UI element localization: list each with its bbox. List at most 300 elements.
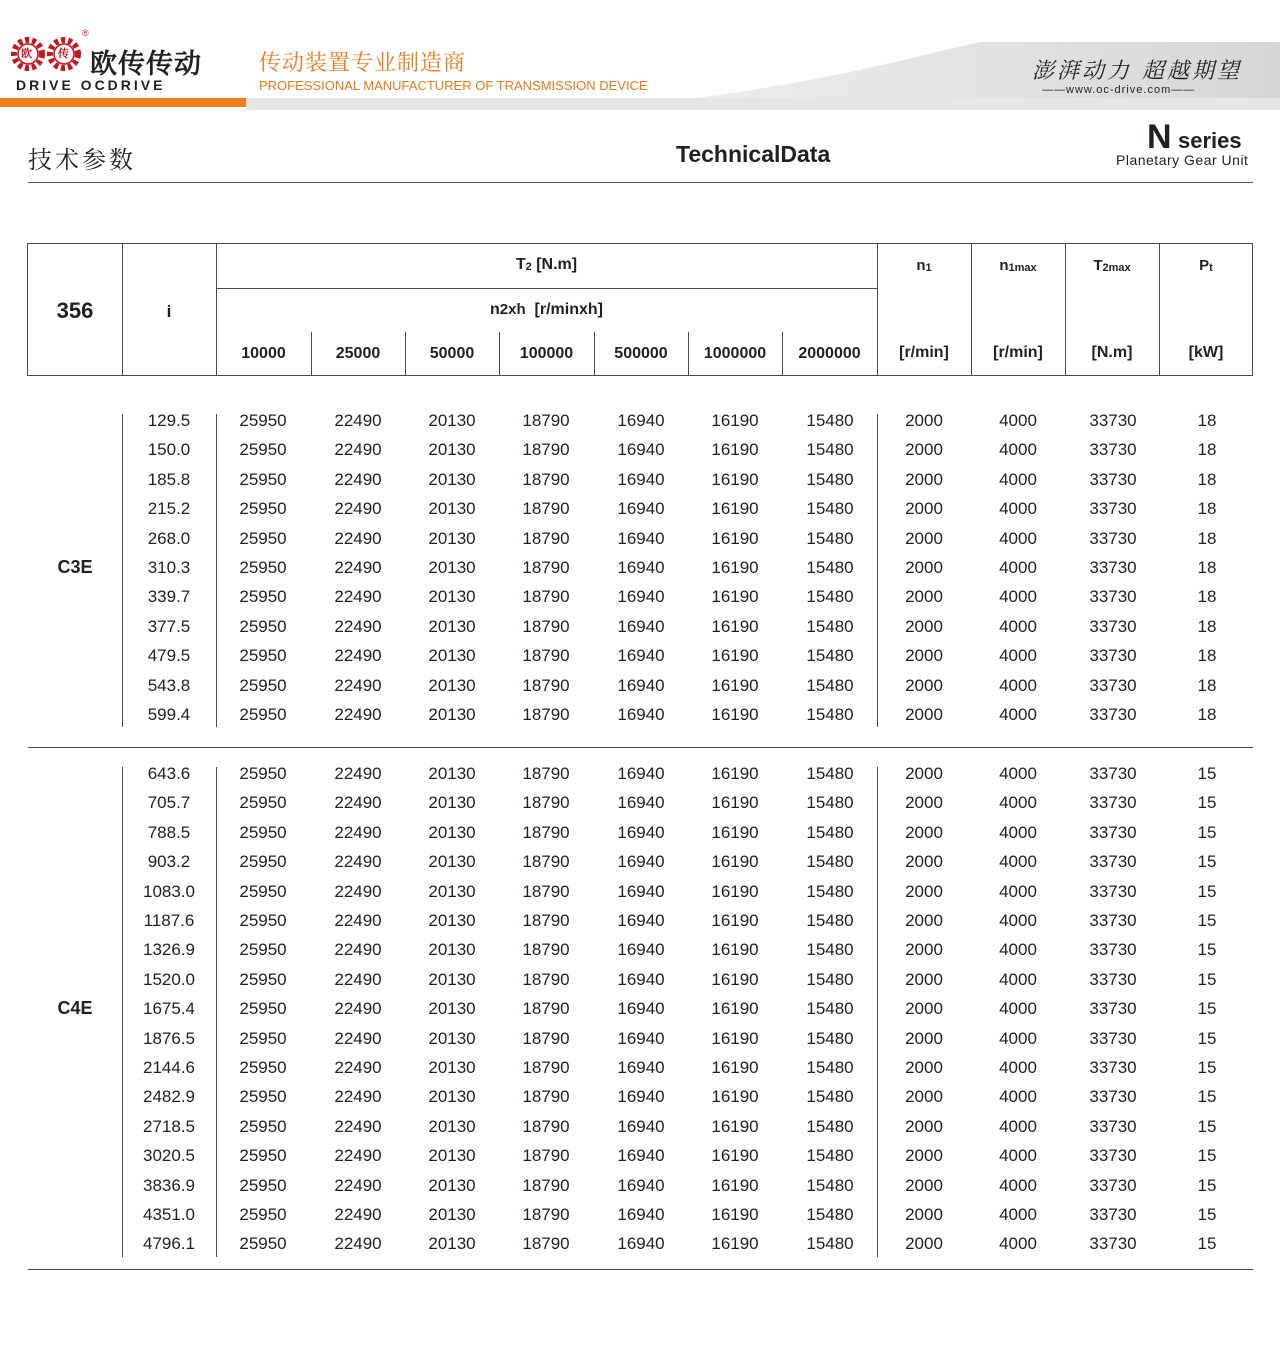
table-row xyxy=(0,435,1280,464)
t2-cell: 20130 xyxy=(428,1058,476,1077)
pt-cell: 15 xyxy=(1197,881,1217,901)
t2max-cell: 33730 xyxy=(1089,499,1137,519)
t2-cell: 16190 xyxy=(711,1146,759,1166)
t2-cell: 20130 xyxy=(428,881,476,901)
pt-cell: 15 xyxy=(1197,1175,1217,1195)
ratio-cell: 3836.9 xyxy=(143,1175,195,1195)
t2-cell: 22490 xyxy=(334,822,382,842)
t2max-unit: [N.m] xyxy=(1091,344,1133,361)
t2-cell: 22490 xyxy=(334,705,382,724)
t2-cell: 16190 xyxy=(711,1058,759,1077)
table-row xyxy=(0,994,1280,1023)
t2-cell: 25950 xyxy=(239,499,287,519)
t2-cell: 20130 xyxy=(428,1146,476,1166)
t2max-header xyxy=(1065,257,1159,274)
t2-cell: 16940 xyxy=(617,558,665,577)
t2-cell: 20130 xyxy=(428,940,476,960)
t2-cell: 16940 xyxy=(617,646,665,666)
n1-cell: 2000 xyxy=(905,1058,943,1077)
t2-cell: 16190 xyxy=(711,999,759,1019)
ratio-cell: 129.5 xyxy=(147,411,191,430)
n1max-cell: 4000 xyxy=(999,499,1037,519)
t2-cell: 16190 xyxy=(711,1116,759,1136)
t2-cell: 16940 xyxy=(617,1028,665,1048)
n1max-unit: [r/min] xyxy=(993,344,1043,361)
t2-cell: 15480 xyxy=(806,411,854,430)
ratio-header: i xyxy=(166,302,172,321)
table-row xyxy=(0,1200,1280,1229)
t2-cell: 16940 xyxy=(617,1087,665,1107)
n1max-cell: 4000 xyxy=(999,587,1037,607)
t2-cell: 25950 xyxy=(239,969,287,989)
table-row xyxy=(0,759,1280,788)
ratio-cell: 1675.4 xyxy=(143,999,195,1019)
t2-cell: 16190 xyxy=(711,499,759,519)
t2-cell: 18790 xyxy=(522,999,570,1019)
t2max-cell: 33730 xyxy=(1089,1234,1137,1254)
page-title-cn: 技术参数 xyxy=(28,147,136,174)
header-divider xyxy=(216,288,877,289)
pt-cell: 18 xyxy=(1197,616,1217,636)
t2max-cell: 33730 xyxy=(1089,616,1137,636)
n1max-cell: 4000 xyxy=(999,705,1037,724)
t2-cell: 18790 xyxy=(522,1146,570,1166)
t2max-cell: 33730 xyxy=(1089,411,1137,430)
n1-cell: 2000 xyxy=(905,646,943,666)
t2-cell: 16940 xyxy=(617,1058,665,1077)
n2xh-symbol: n xyxy=(490,301,500,318)
t2-cell: 18790 xyxy=(522,1205,570,1224)
t2-cell: 22490 xyxy=(334,646,382,666)
t2max-cell: 33730 xyxy=(1089,528,1137,548)
logo-gear-char-right: 传 xyxy=(58,48,69,60)
t2-cell: 18790 xyxy=(522,675,570,695)
t2-cell: 16190 xyxy=(711,764,759,783)
n1-cell: 2000 xyxy=(905,793,943,813)
t2-cell: 16940 xyxy=(617,969,665,989)
n1-cell: 2000 xyxy=(905,764,943,783)
t2-cell: 16190 xyxy=(711,558,759,577)
n1max-cell: 4000 xyxy=(999,1146,1037,1166)
ratio-cell: 215.2 xyxy=(147,499,191,519)
table-header xyxy=(27,243,1253,376)
table-row xyxy=(0,641,1280,670)
t2-cell: 22490 xyxy=(334,499,382,519)
t2-cell: 15480 xyxy=(806,705,854,724)
pt-cell: 18 xyxy=(1197,469,1217,489)
ratio-cell: 1083.0 xyxy=(143,881,195,901)
t2-cell: 25950 xyxy=(239,411,287,430)
table-row xyxy=(0,465,1280,494)
table-row xyxy=(0,877,1280,906)
t2-cell: 18790 xyxy=(522,616,570,636)
t2-cell: 18790 xyxy=(522,1087,570,1107)
t2max-cell: 33730 xyxy=(1089,852,1137,872)
group-divider xyxy=(28,1269,1253,1270)
t2-cell: 20130 xyxy=(428,1087,476,1107)
series-subtitle: Planetary Gear Unit xyxy=(1116,152,1249,168)
t2-cell: 20130 xyxy=(428,793,476,813)
t2-cell: 15480 xyxy=(806,440,854,460)
n1max-cell: 4000 xyxy=(999,1087,1037,1107)
n1max-cell: 4000 xyxy=(999,616,1037,636)
t2-cell: 18790 xyxy=(522,440,570,460)
t2-cell: 22490 xyxy=(334,881,382,901)
n1max-cell: 4000 xyxy=(999,1116,1037,1136)
n1-cell: 2000 xyxy=(905,1234,943,1254)
ratio-cell: 599.4 xyxy=(147,705,191,724)
t2-cell: 25950 xyxy=(239,1146,287,1166)
table-row xyxy=(0,1171,1280,1200)
t2-cell: 25950 xyxy=(239,1058,287,1077)
n1-subscript: 1 xyxy=(925,262,932,274)
pt-header xyxy=(1159,257,1253,274)
t2-cell: 18790 xyxy=(522,911,570,930)
ratio-cell: 268.0 xyxy=(147,528,191,548)
t2-cell: 16940 xyxy=(617,999,665,1019)
ratio-cell: 2144.6 xyxy=(143,1058,195,1077)
t2-unit: [N.m] xyxy=(531,256,578,273)
t2-cell: 25950 xyxy=(239,999,287,1019)
n1-unit: [r/min] xyxy=(899,344,949,361)
t2max-subscript: 2max xyxy=(1102,262,1131,274)
n1max-cell: 4000 xyxy=(999,764,1037,783)
t2-cell: 16940 xyxy=(617,822,665,842)
t2-cell: 25950 xyxy=(239,822,287,842)
pt-cell: 15 xyxy=(1197,1087,1217,1107)
table-row xyxy=(0,1112,1280,1141)
t2-cell: 22490 xyxy=(334,1146,382,1166)
n1-cell: 2000 xyxy=(905,822,943,842)
t2-cell: 18790 xyxy=(522,969,570,989)
t2-cell: 16190 xyxy=(711,1028,759,1048)
n1-cell: 2000 xyxy=(905,587,943,607)
t2-cell: 15480 xyxy=(806,499,854,519)
n1max-cell: 4000 xyxy=(999,675,1037,695)
t2-cell: 16190 xyxy=(711,1205,759,1224)
t2-cell: 25950 xyxy=(239,1028,287,1048)
t2-cell: 18790 xyxy=(522,411,570,430)
t2max-cell: 33730 xyxy=(1089,911,1137,930)
t2max-cell: 33730 xyxy=(1089,675,1137,695)
n1max-symbol: n xyxy=(999,257,1009,274)
t2-cell: 22490 xyxy=(334,1028,382,1048)
pt-cell: 18 xyxy=(1197,675,1217,695)
n2xh-value: 100000 xyxy=(519,345,574,362)
t2-cell: 16190 xyxy=(711,1234,759,1254)
t2-cell: 22490 xyxy=(334,528,382,548)
t2-cell: 18790 xyxy=(522,940,570,960)
t2-cell: 16940 xyxy=(617,852,665,872)
t2-cell: 15480 xyxy=(806,969,854,989)
t2-cell: 20130 xyxy=(428,999,476,1019)
ratio-cell: 479.5 xyxy=(147,646,191,666)
table-row xyxy=(0,553,1280,582)
t2-cell: 15480 xyxy=(806,940,854,960)
t2-cell: 15480 xyxy=(806,1205,854,1224)
ratio-cell: 543.8 xyxy=(147,675,191,695)
series-letter: N xyxy=(1147,118,1172,156)
n1-cell: 2000 xyxy=(905,1205,943,1224)
slogan-en: PROFESSIONAL MANUFACTURER OF TRANSMISSION DEVICE xyxy=(259,78,648,93)
t2max-cell: 33730 xyxy=(1089,999,1137,1019)
t2-cell: 20130 xyxy=(428,558,476,577)
t2max-cell: 33730 xyxy=(1089,1175,1137,1195)
t2-cell: 25950 xyxy=(239,764,287,783)
ratio-cell: 4351.0 xyxy=(143,1205,195,1224)
t2-cell: 16190 xyxy=(711,881,759,901)
ratio-cell: 310.3 xyxy=(147,558,191,577)
t2max-symbol: T xyxy=(1093,257,1103,274)
n1-cell: 2000 xyxy=(905,1028,943,1048)
pt-cell: 18 xyxy=(1197,587,1217,607)
t2-cell: 20130 xyxy=(428,764,476,783)
table-row xyxy=(0,1024,1280,1053)
n2xh-unit: [r/minxh] xyxy=(525,301,603,318)
t2-symbol: T xyxy=(515,256,526,273)
table-row xyxy=(0,818,1280,847)
t2-cell: 22490 xyxy=(334,1234,382,1254)
t2-cell: 18790 xyxy=(522,1028,570,1048)
n1-cell: 2000 xyxy=(905,558,943,577)
pt-cell: 15 xyxy=(1197,1058,1217,1077)
ratio-cell: 4796.1 xyxy=(143,1234,195,1254)
n1max-cell: 4000 xyxy=(999,1234,1037,1254)
t2-cell: 15480 xyxy=(806,675,854,695)
page-title-en: TechnicalData xyxy=(676,141,831,167)
t2-cell: 20130 xyxy=(428,528,476,548)
t2-cell: 15480 xyxy=(806,1175,854,1195)
t2-cell: 18790 xyxy=(522,1175,570,1195)
t2-cell: 16940 xyxy=(617,675,665,695)
pt-cell: 18 xyxy=(1197,646,1217,666)
t2-cell: 25950 xyxy=(239,793,287,813)
t2-cell: 16190 xyxy=(711,705,759,724)
table-row xyxy=(0,1053,1280,1082)
website-url: ——www.oc-drive.com—— xyxy=(1042,84,1196,96)
t2-cell: 16190 xyxy=(711,469,759,489)
n2xh-value: 10000 xyxy=(241,345,286,362)
t2-cell: 25950 xyxy=(239,528,287,548)
t2-cell: 25950 xyxy=(239,646,287,666)
t2-cell: 20130 xyxy=(428,1234,476,1254)
t2-cell: 22490 xyxy=(334,587,382,607)
t2-cell: 16940 xyxy=(617,616,665,636)
ratio-cell: 705.7 xyxy=(147,793,191,813)
t2max-cell: 33730 xyxy=(1089,793,1137,813)
t2-cell: 25950 xyxy=(239,1234,287,1254)
group-label: C3E xyxy=(57,556,93,577)
n2xh-value: 2000000 xyxy=(798,345,861,362)
registered-mark: ® xyxy=(82,28,89,38)
n1max-cell: 4000 xyxy=(999,558,1037,577)
n1max-header xyxy=(971,257,1065,274)
table-row xyxy=(0,1141,1280,1170)
pt-cell: 18 xyxy=(1197,440,1217,460)
t2-cell: 20130 xyxy=(428,1205,476,1224)
t2-cell: 15480 xyxy=(806,587,854,607)
n2xh-header xyxy=(216,301,877,319)
t2-cell: 16940 xyxy=(617,881,665,901)
t2-cell: 25950 xyxy=(239,440,287,460)
t2-cell: 22490 xyxy=(334,411,382,430)
t2-cell: 20130 xyxy=(428,1028,476,1048)
t2-cell: 18790 xyxy=(522,705,570,724)
t2-cell: 16190 xyxy=(711,940,759,960)
pt-cell: 15 xyxy=(1197,1028,1217,1048)
t2-cell: 20130 xyxy=(428,1175,476,1195)
t2max-cell: 33730 xyxy=(1089,1116,1137,1136)
t2-cell: 22490 xyxy=(334,940,382,960)
t2-cell: 15480 xyxy=(806,1087,854,1107)
t2-cell: 16190 xyxy=(711,822,759,842)
n1-cell: 2000 xyxy=(905,499,943,519)
t2-cell: 22490 xyxy=(334,440,382,460)
t2max-cell: 33730 xyxy=(1089,1205,1137,1224)
t2-cell: 25950 xyxy=(239,587,287,607)
pt-cell: 15 xyxy=(1197,852,1217,872)
group-divider xyxy=(28,747,1253,748)
n1max-cell: 4000 xyxy=(999,1028,1037,1048)
t2max-cell: 33730 xyxy=(1089,822,1137,842)
n1max-cell: 4000 xyxy=(999,469,1037,489)
t2max-cell: 33730 xyxy=(1089,969,1137,989)
n2xh-value: 500000 xyxy=(614,345,668,362)
n1-cell: 2000 xyxy=(905,852,943,872)
n2xh-subscript: 2xh xyxy=(499,301,526,318)
t2-cell: 18790 xyxy=(522,528,570,548)
t2-cell: 20130 xyxy=(428,440,476,460)
t2-cell: 18790 xyxy=(522,1058,570,1077)
table-row xyxy=(0,1229,1280,1258)
t2-cell: 16190 xyxy=(711,411,759,430)
t2-cell: 16940 xyxy=(617,1234,665,1254)
t2-cell: 15480 xyxy=(806,911,854,930)
n1-header xyxy=(877,257,971,274)
n1-cell: 2000 xyxy=(905,881,943,901)
table-row xyxy=(0,935,1280,964)
t2-cell: 18790 xyxy=(522,587,570,607)
slogan-cn: 传动装置专业制造商 xyxy=(259,50,467,75)
n1-cell: 2000 xyxy=(905,411,943,430)
t2-cell: 20130 xyxy=(428,705,476,724)
t2-cell: 18790 xyxy=(522,469,570,489)
t2-cell: 16190 xyxy=(711,793,759,813)
t2-cell: 16190 xyxy=(711,646,759,666)
table-row xyxy=(0,906,1280,935)
n1max-cell: 4000 xyxy=(999,822,1037,842)
n1-cell: 2000 xyxy=(905,440,943,460)
t2-cell: 22490 xyxy=(334,1205,382,1224)
n1max-cell: 4000 xyxy=(999,852,1037,872)
n1-cell: 2000 xyxy=(905,528,943,548)
t2-cell: 18790 xyxy=(522,881,570,901)
n1max-cell: 4000 xyxy=(999,440,1037,460)
table-row xyxy=(0,494,1280,523)
t2-cell: 20130 xyxy=(428,911,476,930)
pt-cell: 15 xyxy=(1197,764,1217,783)
ratio-cell: 788.5 xyxy=(147,822,191,842)
table-row xyxy=(0,1082,1280,1111)
pt-cell: 15 xyxy=(1197,969,1217,989)
t2-cell: 18790 xyxy=(522,764,570,783)
t2-cell: 22490 xyxy=(334,969,382,989)
t2-cell: 18790 xyxy=(522,499,570,519)
t2-cell: 16190 xyxy=(711,587,759,607)
t2-cell: 15480 xyxy=(806,1116,854,1136)
t2-cell: 15480 xyxy=(806,558,854,577)
t2-cell: 15480 xyxy=(806,822,854,842)
ratio-cell: 643.6 xyxy=(147,764,191,783)
ratio-cell: 377.5 xyxy=(147,616,191,636)
pt-cell: 18 xyxy=(1197,411,1217,430)
t2-cell: 22490 xyxy=(334,764,382,783)
ratio-cell: 150.0 xyxy=(147,440,191,460)
ratio-cell: 339.7 xyxy=(147,587,191,607)
t2-cell: 22490 xyxy=(334,469,382,489)
pt-cell: 15 xyxy=(1197,1146,1217,1166)
n2xh-value: 25000 xyxy=(335,345,381,362)
t2-cell: 15480 xyxy=(806,1028,854,1048)
t2-cell: 22490 xyxy=(334,793,382,813)
pt-symbol: P xyxy=(1199,257,1210,274)
t2-cell: 25950 xyxy=(239,881,287,901)
t2max-cell: 33730 xyxy=(1089,1028,1137,1048)
ratio-cell: 2482.9 xyxy=(143,1087,195,1107)
t2-cell: 16940 xyxy=(617,793,665,813)
t2-cell: 20130 xyxy=(428,499,476,519)
n1max-cell: 4000 xyxy=(999,881,1037,901)
t2-cell: 18790 xyxy=(522,558,570,577)
t2-cell: 25950 xyxy=(239,940,287,960)
pt-unit: [kW] xyxy=(1188,344,1224,361)
t2-cell: 25950 xyxy=(239,469,287,489)
pt-cell: 18 xyxy=(1197,499,1217,519)
t2-cell: 15480 xyxy=(806,1058,854,1077)
t2-cell: 18790 xyxy=(522,822,570,842)
t2-cell: 25950 xyxy=(239,1175,287,1195)
ratio-cell: 1876.5 xyxy=(143,1028,195,1048)
t2-cell: 22490 xyxy=(334,1087,382,1107)
t2max-cell: 33730 xyxy=(1089,705,1137,724)
n1max-cell: 4000 xyxy=(999,969,1037,989)
motto: 澎湃动力 超越期望 xyxy=(1032,59,1242,84)
brand-name-cn: 欧传传动 xyxy=(90,49,202,79)
ratio-cell: 1326.9 xyxy=(143,940,195,960)
header-accent-bar xyxy=(0,98,246,107)
n1max-subscript: 1max xyxy=(1008,262,1037,274)
pt-cell: 15 xyxy=(1197,999,1217,1019)
t2-cell: 25950 xyxy=(239,1087,287,1107)
t2-cell: 20130 xyxy=(428,616,476,636)
t2-cell: 16190 xyxy=(711,1087,759,1107)
t2-cell: 16940 xyxy=(617,1175,665,1195)
t2-cell: 16940 xyxy=(617,528,665,548)
t2-cell: 22490 xyxy=(334,558,382,577)
t2-cell: 20130 xyxy=(428,646,476,666)
t2-cell: 20130 xyxy=(428,822,476,842)
n1-cell: 2000 xyxy=(905,1146,943,1166)
n1-cell: 2000 xyxy=(905,999,943,1019)
table-row xyxy=(0,406,1280,435)
pt-cell: 18 xyxy=(1197,705,1217,724)
t2-cell: 15480 xyxy=(806,1234,854,1254)
t2-cell: 16190 xyxy=(711,528,759,548)
t2-cell: 18790 xyxy=(522,1234,570,1254)
n2xh-value: 50000 xyxy=(429,345,475,362)
table-row xyxy=(0,847,1280,876)
brand-name-en: DRIVE OCDRIVE xyxy=(16,77,166,93)
